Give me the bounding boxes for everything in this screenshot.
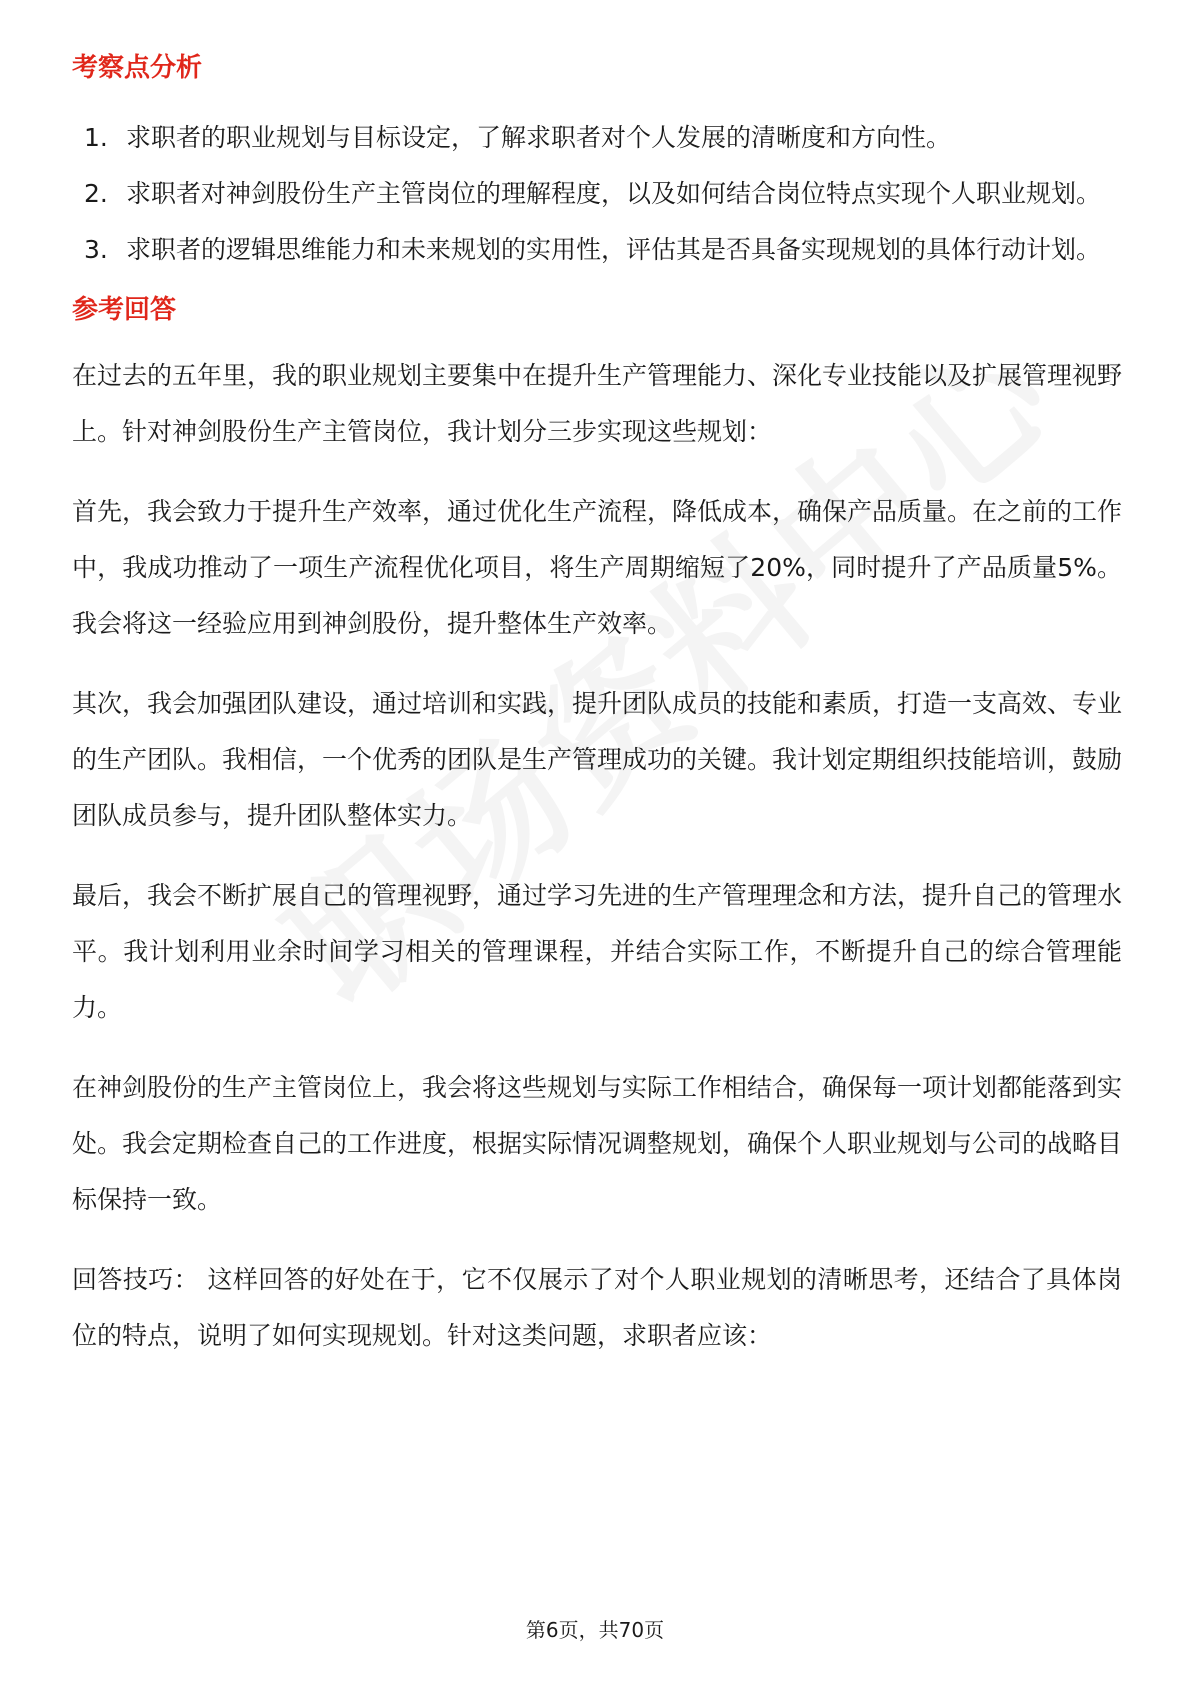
list-item-number: 3. bbox=[84, 235, 108, 264]
answer-paragraph-intro: 在过去的五年里，我的职业规划主要集中在提升生产管理能力、深化专业技能以及扩展管理视野上。针对神剑股份生产主管岗位，我计划分三步实现这些规划： bbox=[72, 361, 1123, 446]
list-item bbox=[72, 222, 1122, 278]
list-item-text: 求职者的逻辑思维能力和未来规划的实用性，评估其是否具备实现规划的具体行动计划。 bbox=[126, 235, 1102, 264]
answer-paragraph-second: 其次，我会加强团队建设，通过培训和实践，提升团队成员的技能和素质，打造一支高效、专业的生产团队。我相信，一个优秀的团队是生产管理成功的关键。我计划定期组织技能培训，鼓励团队成员参与，提升团队整体实力。 bbox=[72, 689, 1123, 830]
page-number: 第6页，共70页 bbox=[525, 1618, 665, 1642]
analysis-list bbox=[72, 110, 1122, 278]
list-item-number: 2. bbox=[84, 179, 108, 208]
list-item-text: 求职者对神剑股份生产主管岗位的理解程度，以及如何结合岗位特点实现个人职业规划。 bbox=[126, 179, 1102, 208]
section-title-reference-answer: 参考回答 bbox=[72, 295, 177, 325]
answer-paragraph-summary: 在神剑股份的生产主管岗位上，我会将这些规划与实际工作相结合，确保每一项计划都能落到实处。我会定期检查自己的工作进度，根据实际情况调整规划，确保个人职业规划与公司的战略目标保持一致。 bbox=[72, 1073, 1123, 1214]
answer-paragraph-last: 最后，我会不断扩展自己的管理视野，通过学习先进的生产管理理念和方法，提升自己的管理水平。我计划利用业余时间学习相关的管理课程，并结合实际工作，不断提升自己的综合管理能力。 bbox=[72, 881, 1123, 1022]
answer-paragraph-first: 首先，我会致力于提升生产效率，通过优化生产流程，降低成本，确保产品质量。在之前的工作中，我成功推动了一项生产流程优化项目，将生产周期缩短了20%，同时提升了产品质量5%。我会将这一经验应用到神剑股份，提升整体生产效率。 bbox=[72, 497, 1123, 638]
section-title-analysis: 考察点分析 bbox=[72, 53, 203, 83]
list-item bbox=[72, 110, 1122, 166]
list-item-number: 1. bbox=[84, 123, 108, 152]
answer-tips-paragraph: 回答技巧： 这样回答的好处在于，它不仅展示了对个人职业规划的清晰思考，还结合了具体岗位的特点，说明了如何实现规划。针对这类问题，求职者应该： bbox=[72, 1265, 1122, 1350]
page-content bbox=[72, 48, 1122, 1388]
list-item-text: 求职者的职业规划与目标设定，了解求职者对个人发展的清晰度和方向性。 bbox=[126, 123, 952, 152]
list-item bbox=[72, 166, 1122, 222]
